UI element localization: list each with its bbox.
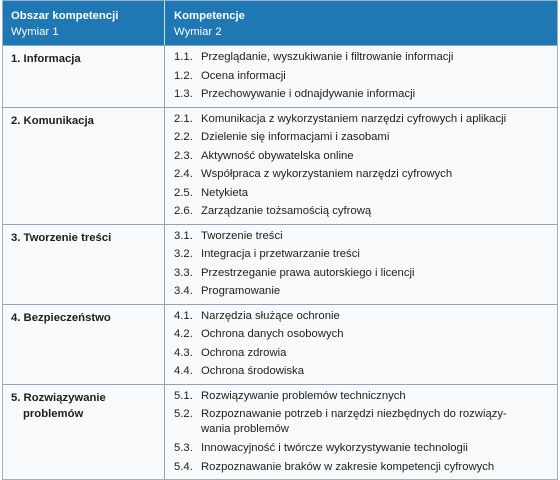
competence-item	[174, 307, 557, 326]
competence-item	[174, 165, 557, 184]
area-row-problem-solving	[3, 384, 557, 480]
competence-number: 2.4.	[174, 168, 193, 180]
area-name: 1. Informacja	[3, 46, 165, 107]
competence-list	[165, 305, 557, 384]
competence-item	[174, 362, 557, 381]
competence-list	[165, 46, 557, 107]
competence-text: Przeglądanie, wyszukiwanie i filtrowanie informacji	[201, 51, 454, 63]
competence-number: 2.3.	[174, 149, 193, 162]
competence-text: Komunikacja z wykorzystaniem narzędzi cyfrowych i aplikacji	[201, 112, 507, 125]
table-header	[3, 1, 557, 45]
competence-item	[174, 387, 557, 406]
competence-text: Współpraca z wykorzystaniem narzędzi cyfrowych	[201, 168, 453, 180]
competence-text: Rozpoznawanie braków w zakresie kompetencji cyfrowych	[201, 460, 495, 473]
competence-number: 5.4.	[174, 460, 193, 473]
header-col2-title: Kompetencje	[174, 10, 245, 22]
competence-number: 1.3.	[174, 88, 193, 100]
competence-text: Narzędzia służące ochronie	[201, 309, 340, 322]
competence-number: 4.1.	[174, 309, 193, 322]
competence-item	[174, 147, 557, 166]
competence-text: Netykieta	[201, 186, 249, 199]
competence-item	[174, 458, 557, 477]
area-row-information	[3, 45, 557, 107]
competence-item	[174, 344, 557, 363]
area-name: 3. Tworzenie treści	[3, 225, 165, 304]
header-col2-subtitle: Wymiar 2	[174, 26, 222, 38]
competence-text-continued: wania problemów	[201, 423, 289, 435]
competence-number: 3.3.	[174, 266, 193, 279]
competence-number: 4.2.	[174, 328, 193, 340]
competence-text: Programowanie	[201, 285, 281, 297]
competence-item	[174, 202, 557, 221]
competence-text: Dzielenie się informacjami i zasobami	[201, 131, 390, 143]
competence-text: Integracja i przetwarzanie treści	[201, 248, 360, 260]
competence-text: Ochrona danych osobowych	[201, 328, 344, 340]
area-name: 4. Bezpieczeństwo	[3, 305, 165, 384]
competence-item	[174, 184, 557, 203]
competence-number: 2.5.	[174, 186, 193, 199]
competence-item	[174, 67, 557, 86]
competence-item	[174, 227, 557, 246]
competence-item	[174, 282, 557, 301]
competence-item	[174, 245, 557, 264]
competence-table	[2, 0, 558, 480]
competence-text: Aktywność obywatelska online	[201, 149, 354, 162]
competence-number: 2.1.	[174, 112, 193, 125]
competence-text: Przestrzeganie prawa autorskiego i licencji	[201, 266, 415, 279]
competence-text: Zarządzanie tożsamością cyfrową	[201, 205, 372, 217]
competence-number: 5.2.	[174, 408, 193, 420]
competence-number: 3.1.	[174, 229, 193, 242]
area-name: 2. Komunikacja	[3, 108, 165, 224]
competence-text: Ochrona środowiska	[201, 365, 304, 377]
competence-text: Tworzenie treści	[201, 229, 283, 242]
competence-text: Rozwiązywanie problemów technicznych	[201, 389, 406, 402]
competence-number: 2.2.	[174, 131, 193, 143]
header-col-competences	[165, 1, 557, 45]
competence-item	[174, 85, 557, 104]
area-row-communication	[3, 107, 557, 224]
competence-text: Innowacyjność i twórcze wykorzystywanie technologii	[201, 442, 468, 454]
competence-number: 4.3.	[174, 346, 193, 359]
header-col-area	[3, 1, 165, 45]
competence-number: 2.6.	[174, 205, 193, 217]
competence-number: 5.3.	[174, 442, 193, 454]
competence-number: 1.1.	[174, 51, 193, 63]
area-name-line2: problemów	[23, 407, 84, 420]
header-col1-title: Obszar kompetencji	[11, 10, 119, 22]
area-name	[3, 385, 165, 480]
area-row-content-creation	[3, 224, 557, 304]
competence-number: 4.4.	[174, 365, 193, 377]
competence-text: Ocena informacji	[201, 69, 286, 82]
competence-text: Przechowywanie i odnajdywanie informacji	[201, 88, 416, 100]
competence-item	[174, 439, 557, 458]
competence-number: 1.2.	[174, 69, 193, 82]
area-name-line1: 5. Rozwiązywanie	[11, 391, 106, 404]
competence-item	[174, 325, 557, 344]
competence-number: 3.2.	[174, 248, 193, 260]
competence-list	[165, 108, 557, 224]
competence-item	[174, 405, 557, 439]
competence-item	[174, 110, 557, 129]
competence-text: Ochrona zdrowia	[201, 346, 287, 359]
header-col1-subtitle: Wymiar 1	[11, 26, 59, 38]
area-row-safety	[3, 304, 557, 384]
competence-item	[174, 128, 557, 147]
competence-text: Rozpoznawanie potrzeb i narzędzi niezbędnych do rozwiązy-	[201, 408, 507, 420]
competence-list	[165, 225, 557, 304]
competence-number: 5.1.	[174, 389, 193, 402]
competence-item	[174, 48, 557, 67]
competence-item	[174, 264, 557, 283]
competence-number: 3.4.	[174, 285, 193, 297]
competence-list	[165, 385, 557, 480]
